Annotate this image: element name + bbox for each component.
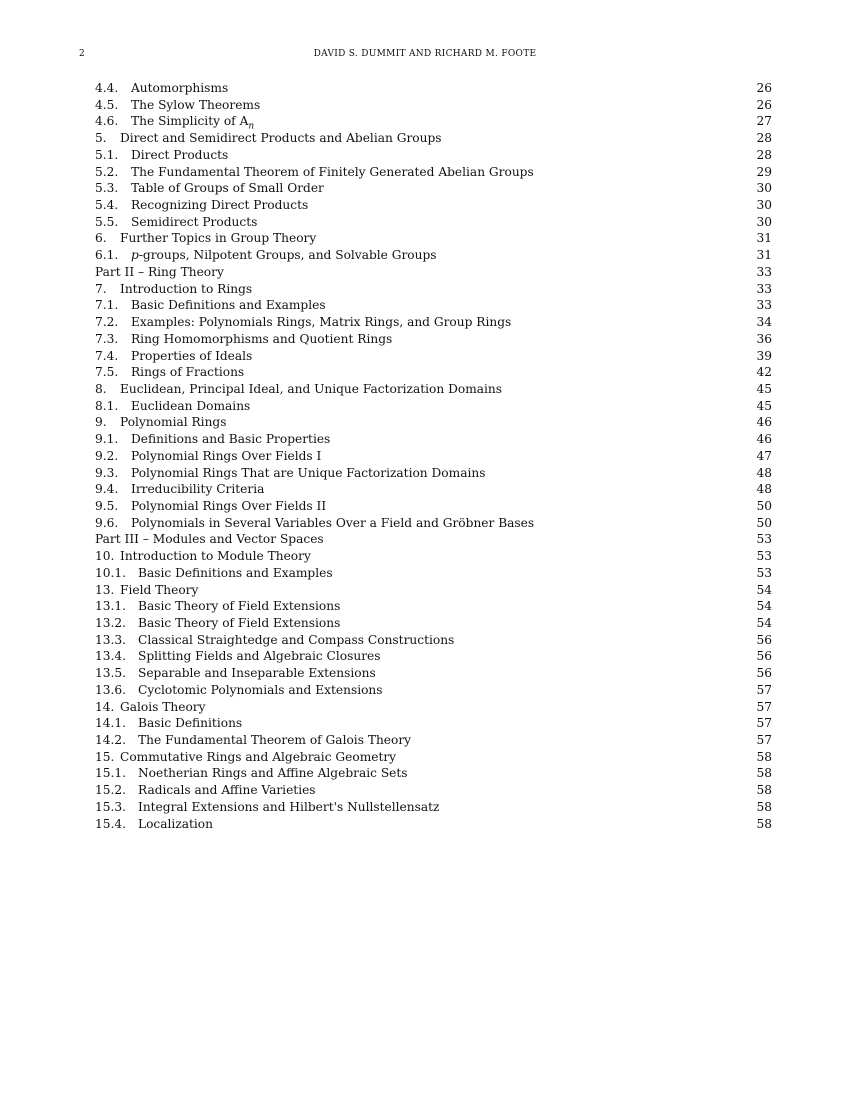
toc-entry-page: 31 xyxy=(756,248,772,263)
toc-entry-page: 28 xyxy=(756,131,772,146)
toc-entry-page: 33 xyxy=(756,281,772,296)
toc-entry-number: 13.4. xyxy=(95,649,127,664)
toc-entry-number: 9.4. xyxy=(95,482,119,497)
toc-entry-title xyxy=(131,81,228,95)
toc-subsection-entry[interactable] xyxy=(95,164,772,181)
toc-entry-page: 58 xyxy=(756,766,772,781)
toc-entry-number: 8.1. xyxy=(95,398,119,413)
toc-entry-title xyxy=(138,666,376,680)
toc-subsection-entry[interactable] xyxy=(95,682,772,699)
toc-subsection-entry[interactable] xyxy=(95,180,772,197)
toc-entry-title xyxy=(120,231,316,245)
toc-entry-number: 15.1. xyxy=(95,766,127,781)
toc-entry-title xyxy=(131,499,326,513)
toc-entry-page: 50 xyxy=(756,498,772,513)
toc-entry-number: 5.5. xyxy=(95,214,119,229)
toc-entry-page: 26 xyxy=(756,97,772,112)
toc-entry-title xyxy=(131,349,252,363)
toc-entry-number: 9.6. xyxy=(95,515,119,530)
toc-entry-title-text: Localization xyxy=(138,816,213,831)
toc-entry-title xyxy=(131,198,308,212)
toc-subsection-entry[interactable] xyxy=(95,465,772,482)
toc-entry-page: 28 xyxy=(756,147,772,162)
running-header xyxy=(0,49,850,63)
toc-entry-number: 13. xyxy=(95,582,115,597)
toc-entry-title xyxy=(131,248,437,262)
toc-entry-title xyxy=(138,817,213,831)
toc-entry-title xyxy=(138,566,333,580)
toc-subsection-entry[interactable] xyxy=(95,247,772,264)
toc-entry-title-text: Galois Theory xyxy=(120,699,206,714)
toc-entry-title xyxy=(131,315,511,329)
toc-entry-number: 14.1. xyxy=(95,716,127,731)
toc-entry-title xyxy=(138,683,383,697)
toc-entry-title-text: Rings of Fractions xyxy=(131,365,245,380)
toc-entry-page: 54 xyxy=(756,582,772,597)
toc-entry-page: 39 xyxy=(756,348,772,363)
toc-entry-number: 8. xyxy=(95,381,107,396)
toc-entry-page: 45 xyxy=(756,381,772,396)
toc-entry-title xyxy=(131,215,257,229)
toc-entry-title-text: Classical Straightedge and Compass Constructions xyxy=(138,632,455,647)
toc-entry-title xyxy=(95,532,324,546)
toc-entry-title-text: Cyclotomic Polynomials and Extensions xyxy=(138,682,383,697)
toc-entry-page: 53 xyxy=(756,549,772,564)
toc-entry-page: 30 xyxy=(756,181,772,196)
toc-entry-title-text: Basic Theory of Field Extensions xyxy=(138,616,341,630)
toc-entry-title xyxy=(131,148,228,162)
toc-entry-title xyxy=(138,616,340,630)
toc-subsection-entry[interactable] xyxy=(95,398,772,415)
toc-entry-page: 53 xyxy=(756,532,772,547)
toc-entry-title-text: Integral Extensions and Hilbert's Nullstellensatz xyxy=(138,799,440,814)
toc-entry-title xyxy=(120,282,252,296)
toc-entry-title-text: Definitions and Basic Properties xyxy=(131,432,331,447)
toc-entry-number: 9. xyxy=(95,415,107,430)
toc-entry-number: 9.3. xyxy=(95,465,119,480)
toc-subsection-entry[interactable] xyxy=(95,147,772,164)
toc-entry-page: 48 xyxy=(756,465,772,480)
toc-entry-title-text: Euclidean, Principal Ideal, and Unique Factorization Domains xyxy=(120,381,503,396)
toc-entry-title xyxy=(131,466,485,480)
toc-subsection-entry[interactable] xyxy=(95,197,772,214)
toc-entry-page: 56 xyxy=(756,632,772,647)
toc-part-entry[interactable] xyxy=(95,531,772,548)
toc-subsection-entry[interactable] xyxy=(95,113,772,130)
toc-entry-number: 4.5. xyxy=(95,97,119,112)
toc-entry-title xyxy=(138,716,242,730)
toc-entry-page: 57 xyxy=(756,733,772,748)
toc-entry-page: 57 xyxy=(756,716,772,731)
toc-entry-title xyxy=(138,733,411,747)
toc-subsection-entry[interactable] xyxy=(95,80,772,97)
toc-entry-number: 7.5. xyxy=(95,365,119,380)
toc-entry-page: 46 xyxy=(756,432,772,447)
toc-entry-number: 4.4. xyxy=(95,81,119,95)
toc-entry-title-text: Direct and Semidirect Products and Abelian Groups xyxy=(120,131,442,146)
toc-entry-title-text: Commutative Rings and Algebraic Geometry xyxy=(120,749,397,764)
toc-entry-page: 34 xyxy=(756,315,772,330)
toc-entry-page: 48 xyxy=(756,482,772,497)
toc-entry-number: 5.3. xyxy=(95,181,119,196)
toc-entry-page: 42 xyxy=(756,365,772,380)
toc-entry-title xyxy=(131,432,330,446)
toc-subsection-entry[interactable] xyxy=(95,431,772,448)
toc-entry-title xyxy=(138,800,439,814)
toc-section-entry[interactable] xyxy=(95,749,772,766)
toc-entry-number: 15. xyxy=(95,749,115,764)
toc-entry-number: 9.2. xyxy=(95,448,119,463)
toc-entry-title xyxy=(120,415,227,429)
toc-entry-page: 46 xyxy=(756,415,772,430)
toc-subsection-entry[interactable] xyxy=(95,297,772,314)
toc-entry-title-text: Properties of Ideals xyxy=(131,348,253,363)
toc-entry-title xyxy=(120,131,442,145)
toc-entry-title xyxy=(131,181,324,195)
toc-entry-title-text: Direct Products xyxy=(131,147,229,162)
toc-entry-number: 9.1. xyxy=(95,432,119,447)
toc-entry-number: 5.4. xyxy=(95,198,119,213)
toc-section-entry[interactable] xyxy=(95,582,772,599)
toc-entry-title-text: Radicals and Affine Varieties xyxy=(138,783,316,798)
toc-entry-title xyxy=(138,599,340,613)
toc-part-entry[interactable] xyxy=(95,264,772,281)
toc-entry-number: 5.1. xyxy=(95,147,119,162)
toc-subsection-entry[interactable] xyxy=(95,515,772,532)
toc-entry-number: 10.1. xyxy=(95,565,127,580)
toc-entry-page: 53 xyxy=(756,565,772,580)
toc-subsection-entry[interactable] xyxy=(95,782,772,799)
toc-entry-title-text: Splitting Fields and Algebraic Closures xyxy=(138,649,381,664)
toc-entry-number: 7.4. xyxy=(95,348,119,363)
page-number: 2 xyxy=(79,49,86,59)
toc-entry-page: 58 xyxy=(756,799,772,814)
toc-entry-page: 31 xyxy=(756,231,772,246)
toc-entry-number: 10. xyxy=(95,549,115,564)
toc-section-entry[interactable] xyxy=(95,548,772,565)
toc-entry-title-text: Separable and Inseparable Extensions xyxy=(138,666,376,681)
toc-section-entry[interactable] xyxy=(95,281,772,298)
toc-section-entry[interactable] xyxy=(95,230,772,247)
toc-entry-number: 13.5. xyxy=(95,666,127,681)
toc-entry-page: 30 xyxy=(756,198,772,213)
toc-entry-page: 56 xyxy=(756,649,772,664)
toc-entry-number: 15.4. xyxy=(95,816,127,831)
toc-subsection-entry[interactable] xyxy=(95,97,772,114)
toc-entry-title xyxy=(138,783,316,797)
toc-subsection-entry[interactable] xyxy=(95,481,772,498)
toc-entry-title xyxy=(131,298,326,312)
toc-entry-page: 57 xyxy=(756,682,772,697)
toc-entry-title xyxy=(120,382,502,396)
toc-entry-page: 58 xyxy=(756,783,772,798)
toc-entry-page: 58 xyxy=(756,816,772,831)
toc-entry-title-text: Polynomials in Several Variables Over a Field and Gröbner Bases xyxy=(131,515,535,530)
toc-entry-title-text: Field Theory xyxy=(120,582,199,597)
toc-entry-title xyxy=(120,549,311,563)
toc-entry-number: 15.2. xyxy=(95,783,127,798)
toc-entry-number: 7.2. xyxy=(95,315,119,330)
toc-subsection-entry[interactable] xyxy=(95,816,772,833)
toc-entry-page: 33 xyxy=(756,298,772,313)
running-header-authors: DAVID S. DUMMIT AND RICHARD M. FOOTE xyxy=(313,49,537,59)
toc-entry-title xyxy=(131,332,392,346)
toc-entry-title-text: Further Topics in Group Theory xyxy=(120,231,317,246)
toc-entry-title-text: Table of Groups of Small Order xyxy=(131,181,324,196)
toc-entry-number: 13.2. xyxy=(95,616,127,630)
toc-entry-title-text: Semidirect Products xyxy=(131,214,258,229)
toc-entry-number: 4.6. xyxy=(95,114,119,129)
toc-entry-page: 29 xyxy=(756,164,772,179)
toc-subsection-entry[interactable] xyxy=(95,648,772,665)
toc-entry-number: 15.3. xyxy=(95,799,127,814)
toc-entry-title xyxy=(131,365,244,379)
toc-entry-title-text: Introduction to Rings xyxy=(120,281,253,296)
toc-entry-page: 56 xyxy=(756,666,772,681)
toc-entry-page: 50 xyxy=(756,515,772,530)
toc-entry-number: 9.5. xyxy=(95,498,119,513)
toc-entry-number: 7.1. xyxy=(95,298,119,313)
toc-entry-title-text: Polynomial Rings Over Fields II xyxy=(131,498,327,513)
toc-entry-title xyxy=(131,516,534,530)
toc-entry-title xyxy=(95,265,224,279)
toc-entry-title xyxy=(120,750,396,764)
toc-section-entry[interactable] xyxy=(95,414,772,431)
toc-entry-number: 13.6. xyxy=(95,682,127,697)
toc-entry-title-text: The Fundamental Theorem of Finitely Generated Abelian Groups xyxy=(131,164,534,179)
toc-subsection-entry[interactable] xyxy=(95,364,772,381)
toc-entry-page: 58 xyxy=(756,749,772,764)
toc-subsection-entry[interactable] xyxy=(95,665,772,682)
toc-entry-page: 57 xyxy=(756,699,772,714)
toc-entry-title-text: The Simplicity of A xyxy=(131,114,249,129)
toc-entry-page: 36 xyxy=(756,331,772,346)
toc-entry-title xyxy=(131,165,534,179)
toc-entry-title xyxy=(138,649,381,663)
toc-entry-title-text: Introduction to Module Theory xyxy=(120,549,311,564)
toc-entry-title-text: Polynomial Rings xyxy=(120,415,227,430)
toc-entry-title-text: Basic Definitions and Examples xyxy=(138,565,333,580)
toc-entry-number: 5. xyxy=(95,131,107,146)
toc-entry-title-text: Euclidean Domains xyxy=(131,398,251,413)
toc-subsection-entry[interactable] xyxy=(95,598,772,615)
toc-subsection-entry[interactable] xyxy=(95,632,772,649)
toc-entry-number: 7. xyxy=(95,281,107,296)
toc-entry-title xyxy=(120,700,206,714)
toc-subsection-entry[interactable] xyxy=(95,214,772,231)
toc-entry-title xyxy=(131,399,250,413)
toc-entry-title-text: Irreducibility Criteria xyxy=(131,482,265,497)
toc-subsection-entry[interactable] xyxy=(95,348,772,365)
toc-entry-title xyxy=(131,482,264,496)
toc-entry-page: 45 xyxy=(756,398,772,413)
toc-subsection-entry[interactable] xyxy=(95,615,772,632)
toc-subsection-entry[interactable] xyxy=(95,498,772,515)
toc-subsection-entry[interactable] xyxy=(95,765,772,782)
toc-entry-title-text: Automorphisms xyxy=(131,81,229,95)
toc-entry-number: 6. xyxy=(95,231,107,246)
toc-entry-number: 13.3. xyxy=(95,632,127,647)
toc-entry-title xyxy=(131,98,260,112)
toc-entry-title-text: Basic Definitions xyxy=(138,716,243,731)
toc-entry-title-text: Part II – Ring Theory xyxy=(95,264,224,279)
toc-entry-title-text: -groups, Nilpotent Groups, and Solvable Groups xyxy=(138,248,437,263)
toc-section-entry[interactable] xyxy=(95,381,772,398)
toc-entry-title-text: Ring Homomorphisms and Quotient Rings xyxy=(131,331,393,346)
toc-entry-number: 6.1. xyxy=(95,248,119,263)
toc-entry-title xyxy=(138,766,408,780)
toc-subsection-entry[interactable] xyxy=(95,314,772,331)
toc-entry-title xyxy=(131,114,255,132)
toc-entry-number: 14.2. xyxy=(95,733,127,748)
toc-entry-number: 13.1. xyxy=(95,599,127,614)
toc-subsection-entry[interactable] xyxy=(95,799,772,816)
toc-entry-title-text: The Fundamental Theorem of Galois Theory xyxy=(138,733,412,748)
toc-entry-page: 33 xyxy=(756,264,772,279)
toc-entry-title-math: p xyxy=(131,248,139,263)
toc-subsection-entry[interactable] xyxy=(95,331,772,348)
toc-entry-page: 27 xyxy=(756,114,772,129)
toc-entry-title-subscript: n xyxy=(248,121,255,132)
toc-entry-title-text: Basic Definitions and Examples xyxy=(131,298,326,313)
toc-subsection-entry[interactable] xyxy=(95,715,772,732)
toc-section-entry[interactable] xyxy=(95,130,772,147)
toc-entry-page: 30 xyxy=(756,214,772,229)
toc-section-entry[interactable] xyxy=(95,699,772,716)
toc-entry-title-text: Examples: Polynomials Rings, Matrix Rings, and Group Rings xyxy=(131,315,512,330)
toc-entry-page: 54 xyxy=(756,599,772,614)
toc-entry-title xyxy=(131,449,321,463)
toc-subsection-entry[interactable] xyxy=(95,565,772,582)
toc-entry-page: 47 xyxy=(756,448,772,463)
toc-entry-title xyxy=(138,633,454,647)
toc-entry-number: 5.2. xyxy=(95,164,119,179)
toc-entry-number: 14. xyxy=(95,699,115,714)
toc-entry-title-text: Recognizing Direct Products xyxy=(131,198,309,213)
table-of-contents xyxy=(95,80,772,832)
toc-entry-number: 7.3. xyxy=(95,331,119,346)
toc-entry-title xyxy=(120,583,198,597)
toc-entry-title-text: The Sylow Theorems xyxy=(131,97,261,112)
toc-entry-title-text: Part III – Modules and Vector Spaces xyxy=(95,532,324,547)
toc-entry-title-text: Basic Theory of Field Extensions xyxy=(138,599,341,614)
toc-entry-page: 26 xyxy=(756,81,772,95)
toc-subsection-entry[interactable] xyxy=(95,732,772,749)
toc-entry-title-text: Polynomial Rings Over Fields I xyxy=(131,448,322,463)
toc-entry-title-text: Polynomial Rings That are Unique Factorization Domains xyxy=(131,465,486,480)
toc-entry-page: 54 xyxy=(756,616,772,630)
toc-subsection-entry[interactable] xyxy=(95,448,772,465)
toc-entry-title-text: Noetherian Rings and Affine Algebraic Sets xyxy=(138,766,408,781)
